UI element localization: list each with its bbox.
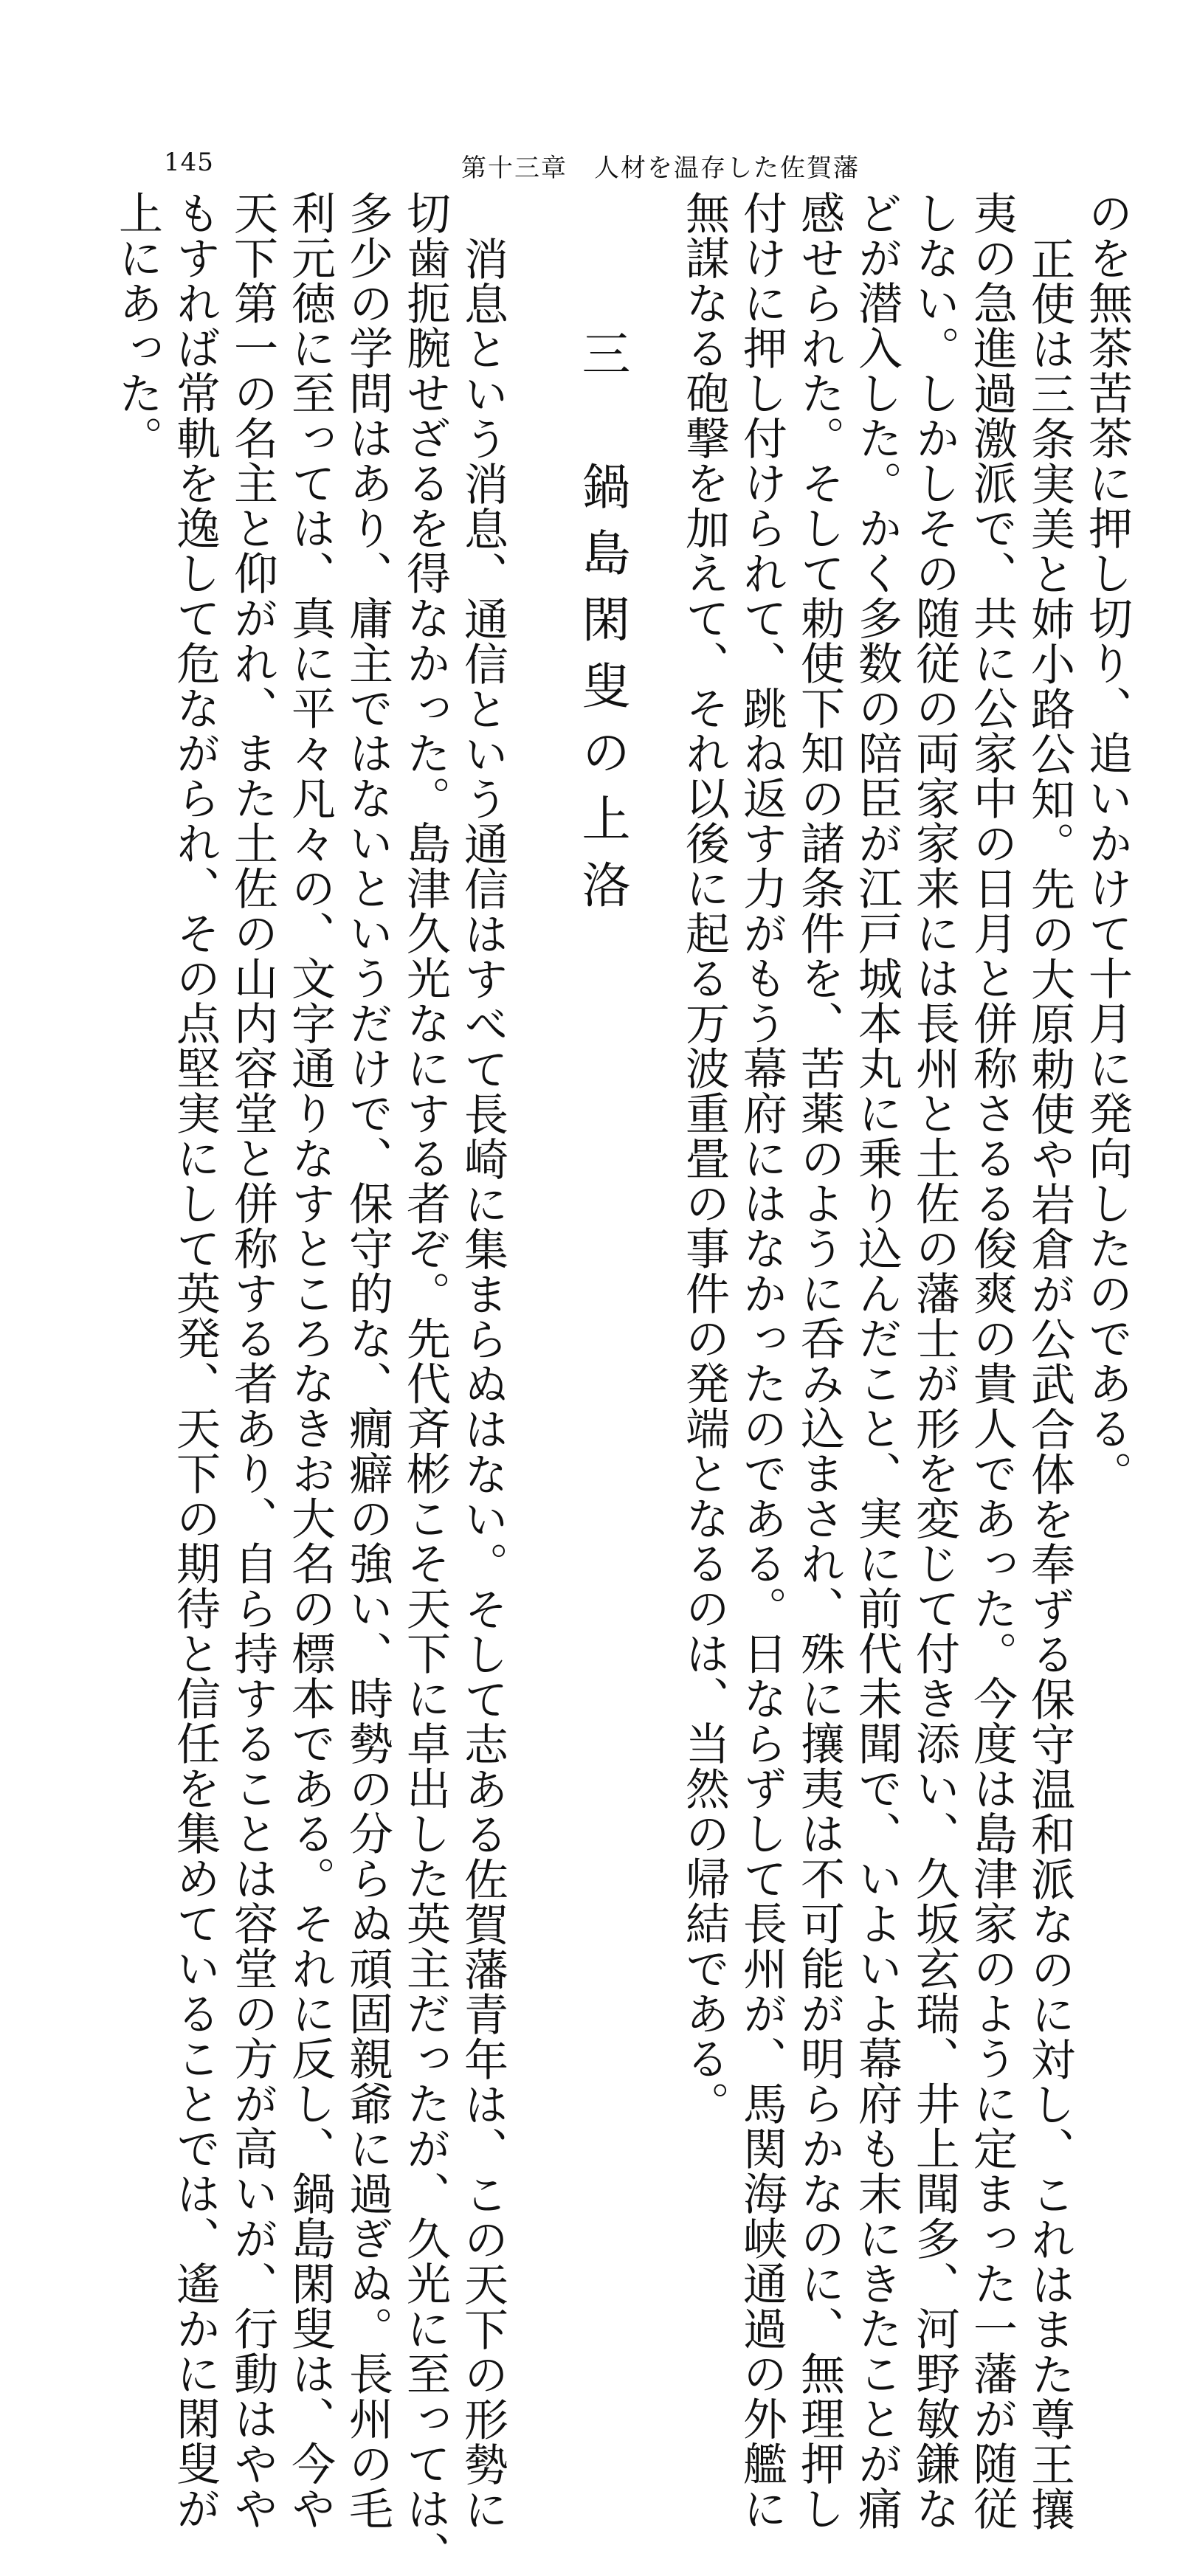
running-title: 第十三章 人材を温存した佐賀藩 [461, 153, 860, 183]
text-column: どが潜入した。かく多数の陪臣が江戸城本丸に乗り込んだこと、実に前代未聞で、いよいよ幕府も末にきたことが痛 [851, 190, 903, 2531]
text-column: しない。しかしその随従の両家家来には長州と土佐の藩士が形を変じて付き添い、久坂玄瑞、井上聞多、河野敏鎌な [908, 190, 960, 2531]
text-column: 夷の急進過激派で、共に公家中の日月と併称さるる俊爽の貴人であった。今度は島津家のように定まった一藩が随従 [966, 190, 1018, 2531]
text-column: 天下第一の名主と仰がれ、また土佐の山内容堂と併称する者あり、自ら持することは容堂の方が高いが、行動はやや [227, 190, 278, 2531]
text-column: 多少の学問はあり、庸主ではないというだけで、保守的な、癇癖の強い、時勢の分らぬ頑固親爺に過ぎぬ。長州の毛 [342, 190, 393, 2531]
text-column: 消息という消息、通信という通信はすべて長崎に集まらぬはない。そして志ある佐賀藩青年は、この天下の形勢に [457, 236, 508, 2532]
text-column: 利元徳に至っては、真に平々凡々の、文字通りなすところなきお大名の標本である。それに反し、鍋島閑叟は、今や [284, 190, 336, 2531]
page-number: 145 [164, 148, 214, 177]
text-column: 無謀なる砲撃を加えて、それ以後に起る万波重畳の事件の発端となるのは、当然の帰結である。 [678, 190, 730, 2126]
text-column: 切歯扼腕せざるを得なかった。島津久光なにする者ぞ。先代斉彬こそ天下に卓出した英主だったが、久光に至っては、 [399, 190, 451, 2576]
text-column: もすれば常軌を逸して危ながられ、その点堅実にして英発、天下の期待と信任を集めていることでは、遙かに閑叟が [169, 190, 221, 2531]
text-column: 感せられた。そして勅使下知の諸条件を、苦薬のように呑み込まされ、殊に攘夷は不可能が明らかなのに、無理押し [793, 190, 845, 2531]
section-heading: 三 鍋島閑叟の上洛 [573, 328, 630, 926]
text-column: 正使は三条実美と姉小路公知。先の大原勅使や岩倉が公武合体を奉ずる保守温和派なのに対し、これはまた尊王攘 [1024, 236, 1075, 2532]
text-column: 付けに押し付けられて、跳ね返す力がもう幕府にはなかったのである。日ならずして長州が、馬関海峡通過の外艦に [736, 190, 787, 2531]
text-column: 上にあった。 [111, 190, 163, 460]
text-column: のを無茶苦茶に押し切り、追いかけて十月に発向したのである。 [1081, 190, 1133, 1496]
